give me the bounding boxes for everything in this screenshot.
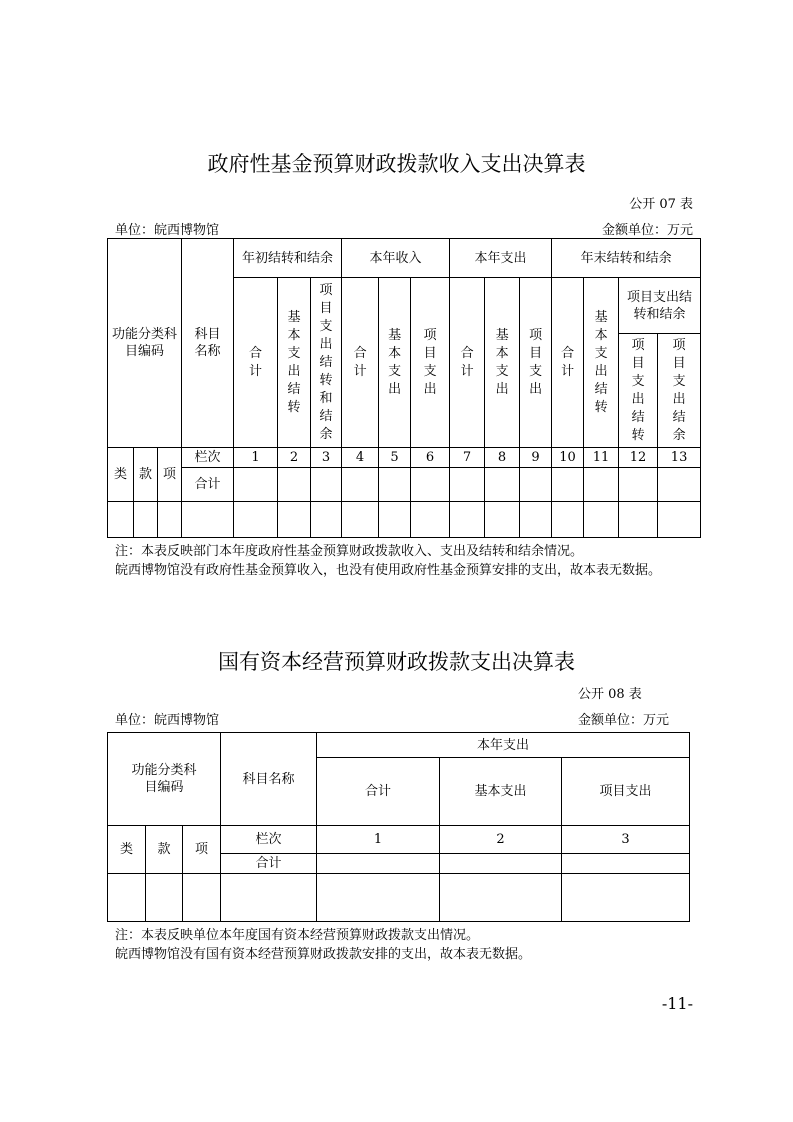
t2-row-total-label: 合计 [221,854,317,874]
col-end-proj-carry: 项目支出结转 [619,334,658,448]
group-end-proj: 项目支出结转和结余 [619,278,701,334]
table1-unit: 单位：皖西博物馆 [115,223,220,238]
table2-note-detail: 皖西博物馆没有国有资本经营预算财政拨款安排的支出，故本表无数据。 [115,947,532,962]
col-kuan: 款 [134,448,158,502]
col-begin-basic: 基本支出结转 [278,278,311,448]
col-xiang: 项 [158,448,182,502]
table1-note: 注：本表反映部门本年度政府性基金预算财政拨款收入、支出及结转和结余情况。 [115,544,584,559]
col-begin-total: 合计 [234,278,278,448]
table1-code: 公开 07 表 [629,197,693,212]
group-end: 年末结转和结余 [552,239,701,278]
t2-group-expense: 本年支出 [317,733,690,758]
t2-header-name: 科目名称 [221,733,317,826]
table2 [107,732,690,922]
seq-num: 13 [658,448,701,468]
table1-note-detail: 皖西博物馆没有政府性基金预算收入，也没有使用政府性基金预算安排的支出，故本表无数据。 [115,563,662,578]
table1 [107,238,701,538]
seq-num: 2 [278,448,311,468]
seq-num: 5 [379,448,411,468]
seq-num: 3 [311,448,342,468]
seq-num: 4 [342,448,379,468]
table1-title: 政府性基金预算财政拨款收入支出决算表 [207,152,586,176]
t2-col-kuan: 款 [146,826,183,874]
col-income-proj: 项目支出 [411,278,450,448]
header-code: 功能分类科目编码 [108,239,182,448]
col-begin-proj: 项目支出结转和结余 [311,278,342,448]
col-expense-basic: 基本支出 [485,278,520,448]
seq-num: 7 [450,448,485,468]
col-income-total: 合计 [342,278,379,448]
seq-num: 10 [552,448,584,468]
header-name: 科目名称 [182,239,234,448]
seq-num: 1 [234,448,278,468]
table2-amount-unit: 金额单位：万元 [578,713,670,728]
col-lei: 类 [108,448,134,502]
t2-col-lei: 类 [108,826,146,874]
seq-num: 11 [584,448,619,468]
group-expense: 本年支出 [450,239,552,278]
row-total-label: 合计 [182,468,234,502]
seq-num: 8 [485,448,520,468]
t2-col-total: 合计 [317,758,440,826]
table2-code: 公开 08 表 [578,687,642,702]
table2-title: 国有资本经营预算财政拨款支出决算表 [218,650,575,674]
t2-seq-num: 1 [317,826,440,854]
page-number: -11- [661,994,693,1013]
col-end-proj-surplus: 项目支出结余 [658,334,701,448]
col-end-basic: 基本支出结转 [584,278,619,448]
group-begin: 年初结转和结余 [234,239,342,278]
table-row [108,502,701,538]
table2-note: 注：本表反映单位本年度国有资本经营预算财政拨款支出情况。 [115,928,480,943]
col-expense-proj: 项目支出 [520,278,552,448]
col-expense-total: 合计 [450,278,485,448]
col-income-basic: 基本支出 [379,278,411,448]
table2-unit: 单位：皖西博物馆 [115,713,220,728]
t2-seq-num: 2 [440,826,562,854]
t2-col-basic: 基本支出 [440,758,562,826]
group-income: 本年收入 [342,239,450,278]
seq-num: 12 [619,448,658,468]
row-seq-label: 栏次 [182,448,234,468]
t2-header-code: 功能分类科目编码 [108,733,221,826]
col-end-total: 合计 [552,278,584,448]
t2-row-seq-label: 栏次 [221,826,317,854]
table-row [108,874,690,922]
t2-col-xiang: 项 [183,826,221,874]
table1-amount-unit: 金额单位：万元 [601,223,693,238]
t2-col-proj: 项目支出 [562,758,690,826]
t2-seq-num: 3 [562,826,690,854]
seq-num: 6 [411,448,450,468]
seq-num: 9 [520,448,552,468]
